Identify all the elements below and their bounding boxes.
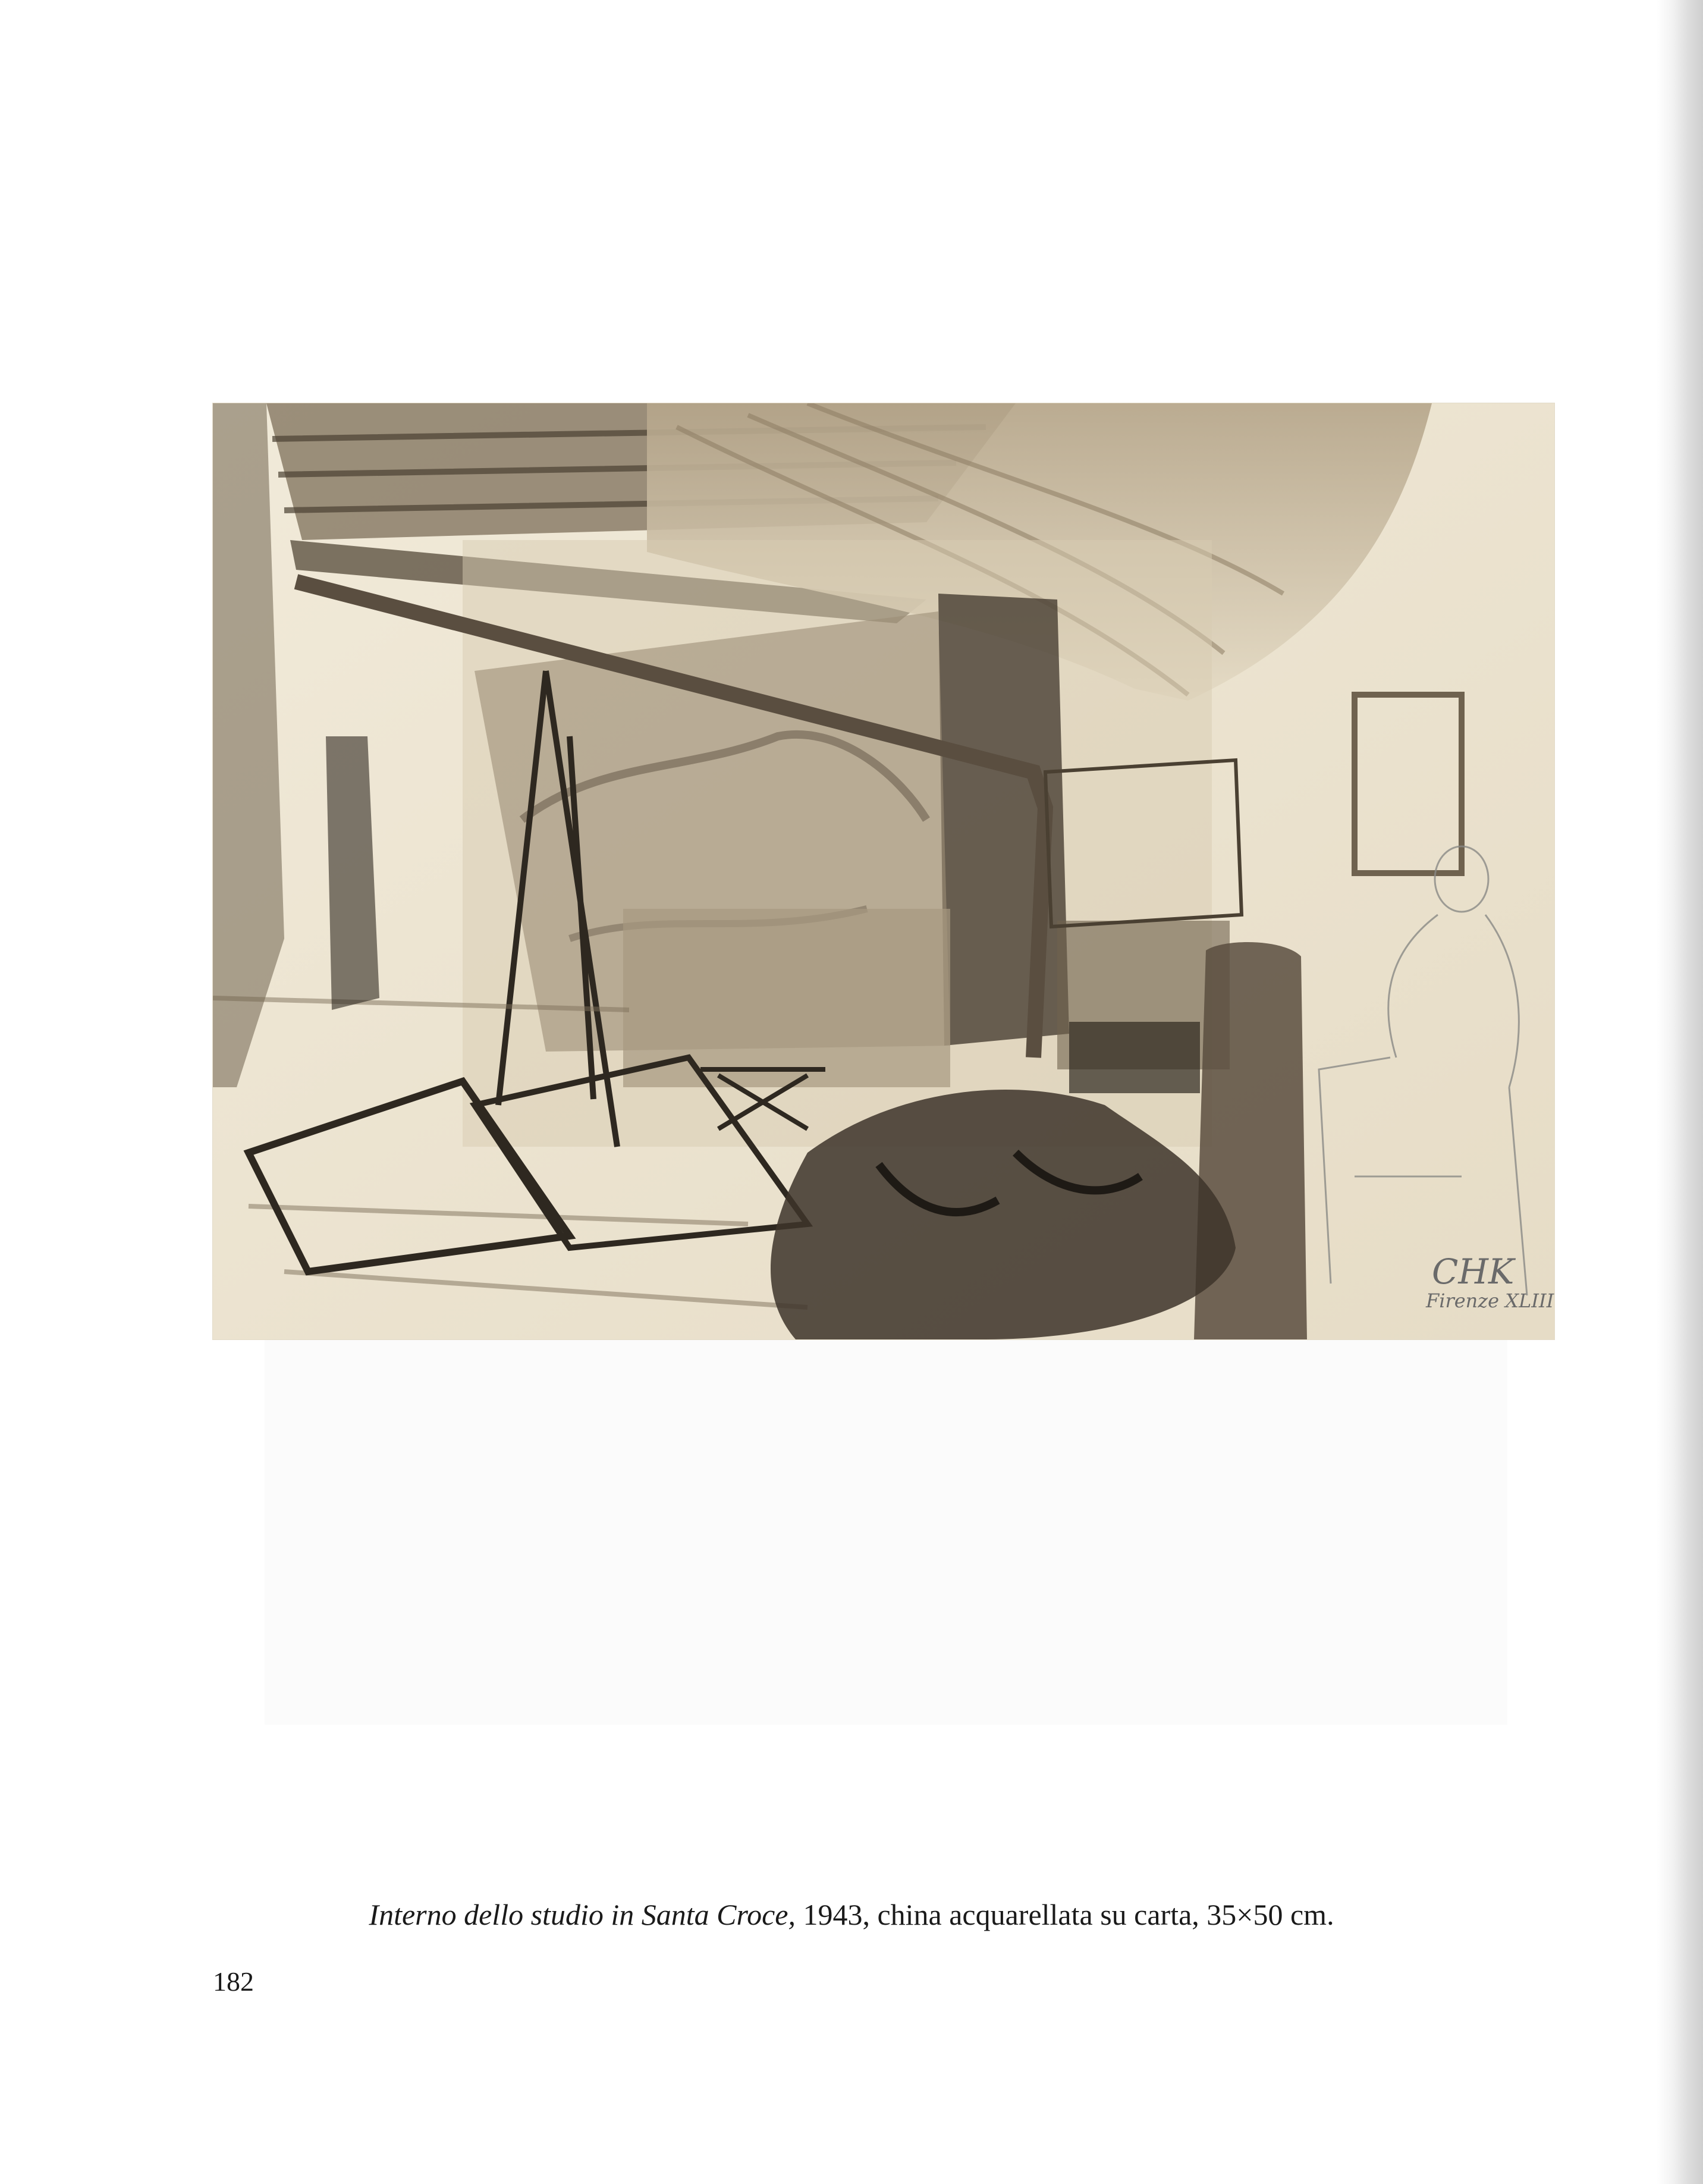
page-gutter-shadow: [1657, 0, 1703, 2184]
page-number: 182: [213, 1966, 254, 1997]
artwork-reproduction: [213, 403, 1554, 1339]
ink-wash-drawing: [213, 403, 1554, 1339]
caption-details: 1943, china acquarellata su carta, 35×50 cm.: [795, 1898, 1334, 1931]
caption-title: Interno dello studio in Santa Croce,: [369, 1898, 796, 1931]
artwork-inscription: Firenze XLIII: [1426, 1289, 1554, 1312]
show-through-block: [265, 1338, 1507, 1725]
artist-monogram: CHK: [1432, 1251, 1515, 1292]
figure-caption: [0, 1897, 1703, 1932]
